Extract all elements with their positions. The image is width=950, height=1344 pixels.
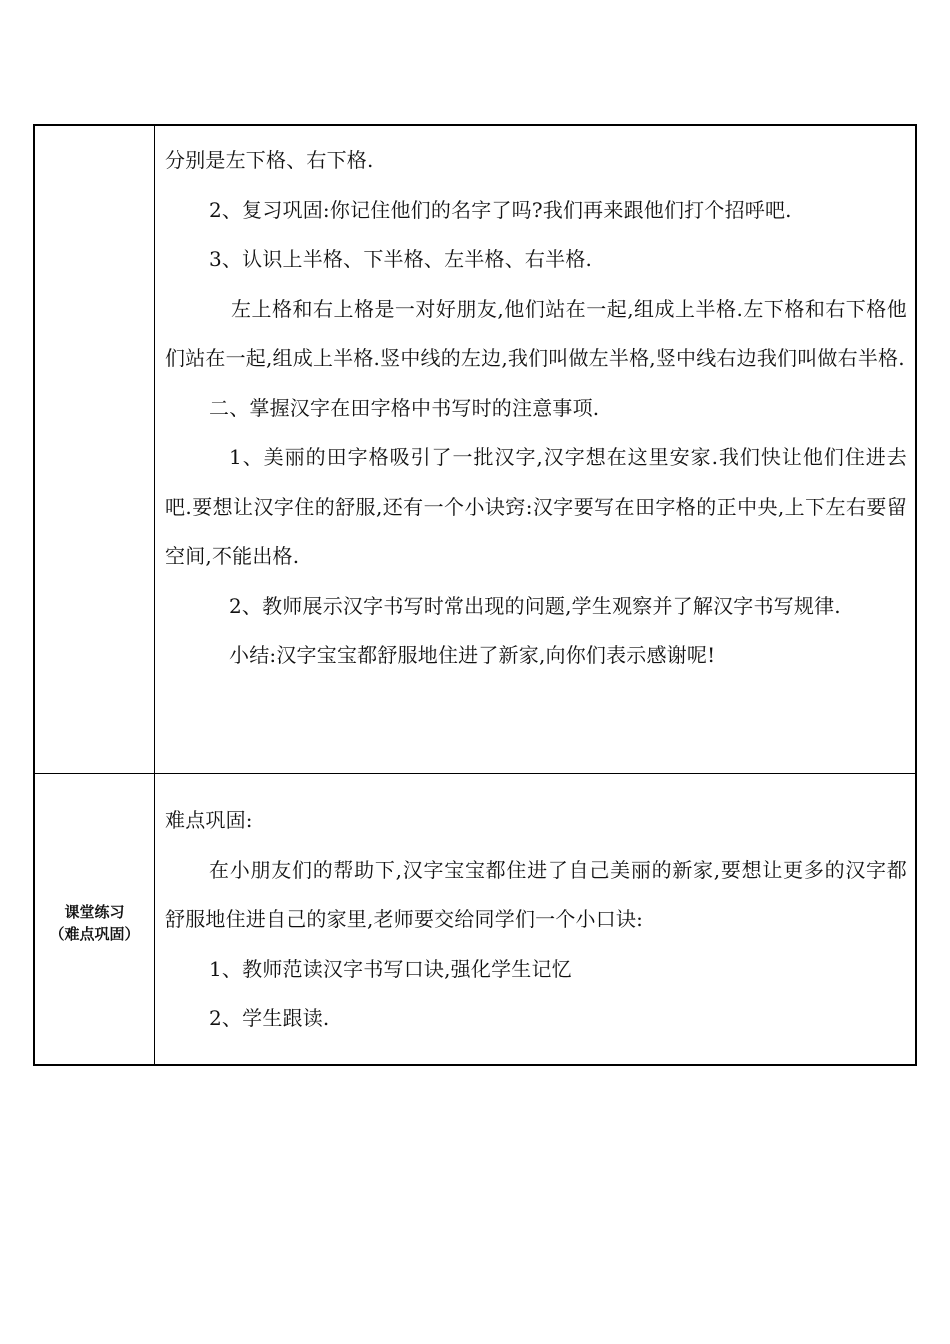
practice-content — [155, 774, 915, 1044]
table-row — [34, 774, 916, 1066]
section-label-cell — [34, 774, 155, 1066]
lesson-plan-table — [33, 124, 917, 1066]
teaching-content — [155, 126, 915, 681]
paragraph: 2、复习巩固:你记住他们的名字了吗?我们再来跟他们打个招呼吧. — [209, 197, 792, 222]
paragraph: 1、美丽的田字格吸引了一批汉字,汉字想在这里安家.我们快让他们住进去吧.要想让汉字住的舒服,还有一个小诀窍:汉字要写在田字格的正中央,上下左右要留空间,不能出格. — [165, 445, 907, 568]
paragraph: 小结:汉字宝宝都舒服地住进了新家,向你们表示感谢呢! — [229, 643, 716, 667]
table-row — [34, 125, 916, 774]
paragraph: 2、学生跟读. — [209, 1006, 330, 1030]
section-label — [35, 901, 154, 945]
paragraph: 2、教师展示汉字书写时常出现的问题,学生观察并了解汉字书写规律. — [229, 593, 841, 618]
section-label-subtitle: （难点巩固） — [49, 925, 140, 943]
section-label-title: 课堂练习 — [64, 903, 125, 921]
paragraph: 在小朋友们的帮助下,汉字宝宝都住进了自己美丽的新家,要想让更多的汉字都舒服地住进自己的家里,老师要交给同学们一个小口诀: — [165, 857, 907, 931]
paragraph: 左上格和右上格是一对好朋友,他们站在一起,组成上半格.左下格和右下格他们站在一起,组成上半格.竖中线的左边,我们叫做左半格,竖中线右边我们叫做右半格. — [165, 296, 907, 370]
paragraph: 3、认识上半格、下半格、左半格、右半格. — [209, 247, 593, 271]
paragraph: 难点巩固: — [165, 808, 253, 832]
practice-content-cell — [155, 774, 917, 1066]
row-label-cell-empty — [34, 125, 155, 774]
paragraph: 分别是左下格、右下格. — [165, 148, 374, 172]
teaching-content-cell — [155, 125, 917, 774]
paragraph: 1、教师范读汉字书写口诀,强化学生记忆 — [209, 956, 572, 981]
paragraph: 二、掌握汉字在田字格中书写时的注意事项. — [209, 395, 600, 420]
